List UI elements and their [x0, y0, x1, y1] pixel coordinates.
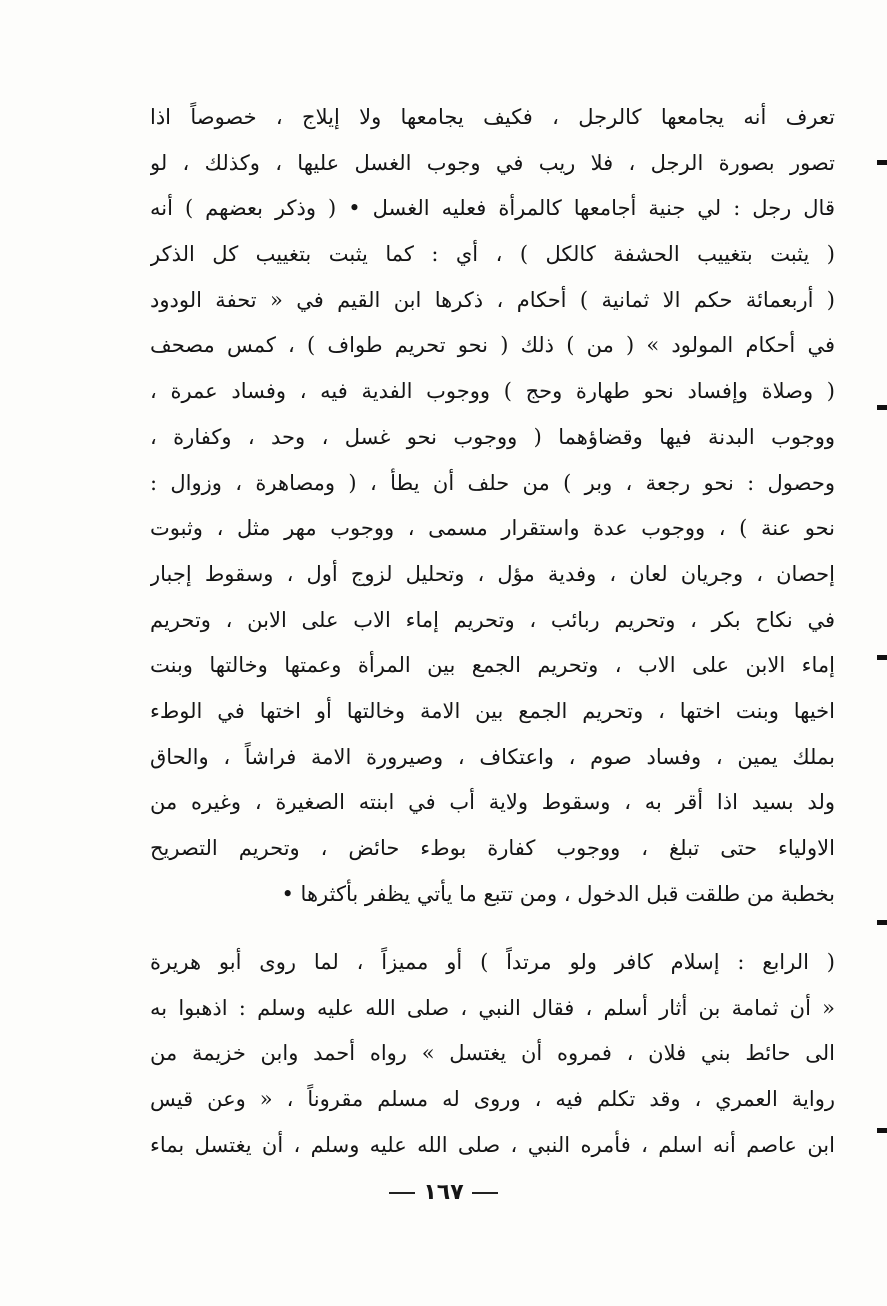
text-line: بخطبة من طلقت قبل الدخول ، ومن تتبع ما يأتي يظفر بأكثرها • [281, 881, 835, 906]
text-line: إماء الابن على الاب ، وتحريم الجمع بين المرأة وعمتها وخالتها وبنت [150, 653, 835, 678]
page-number-text: ١٦٧ [423, 1180, 464, 1205]
binding-mark [877, 1128, 887, 1133]
text-line: اخيها وبنت اختها ، وتحريم الجمع بين الامة وخالتها أو اختها في الوطء [150, 698, 835, 723]
paragraph-main [150, 95, 835, 917]
binding-mark [877, 920, 887, 925]
text-line: الى حائط بني فلان ، فمروه أن يغتسل » رواه أحمد وابن خزيمة من [150, 1041, 835, 1066]
page-number [0, 1180, 887, 1205]
text-line: « أن ثمامة بن أثار أسلم ، فقال النبي ، صلى الله عليه وسلم : اذهبوا به [150, 995, 835, 1020]
folio-dash [389, 1192, 415, 1194]
text-line: ابن عاصم أنه اسلم ، فأمره النبي ، صلى الله عليه وسلم ، أن يغتسل بماء [150, 1132, 835, 1157]
text-line: الاولياء حتى تبلغ ، ووجوب كفارة بوطء حائض ، وتحريم التصريح [150, 836, 835, 860]
text-line: ( أربعمائة حكم الا ثمانية ) أحكام ، ذكرها ابن القيم في « تحفة الودود [150, 287, 835, 312]
text-line: إحصان ، وجريان لعان ، وفدية مؤل ، وتحليل لزوج أول ، وسقوط إجبار [150, 561, 835, 586]
text-line: في أحكام المولود » ( من ) ذلك ( نحو تحريم طواف ) ، كمس مصحف [150, 333, 835, 358]
binding-mark [877, 405, 887, 410]
text-line: رواية العمري ، وقد تكلم فيه ، وروى له مسلم مقروناً ، « وعن قيس [150, 1087, 835, 1112]
folio-dash [472, 1192, 498, 1194]
text-line: ولد بسيد اذا أقر به ، وسقوط ولاية أب في ابنته الصغيرة ، وغيره من [150, 790, 835, 815]
text-line: ووجوب البدنة فيها وقضاؤهما ( ووجوب نحو غسل ، وحد ، وكفارة ، [150, 424, 835, 449]
text-line: بملك يمين ، وفساد صوم ، واعتكاف ، وصيرورة الامة فراشاً ، والحاق [150, 744, 835, 769]
paragraph-fourth [150, 940, 835, 1168]
text-line: ( وصلاة وإفساد نحو طهارة وحج ) ووجوب الفدية فيه ، وفساد عمرة ، [150, 379, 835, 404]
text-line: تصور بصورة الرجل ، فلا ريب في وجوب الغسل عليها ، وكذلك ، لو [150, 150, 835, 175]
text-line: قال رجل : لي جنية أجامعها كالمرأة فعليه الغسل • ( وذكر بعضهم ) أنه [150, 196, 835, 221]
text-line: ( يثبت بتغييب الحشفة كالكل ) ، أي : كما يثبت بتغييب كل الذكر [150, 242, 835, 267]
text-line: تعرف أنه يجامعها كالرجل ، فكيف يجامعها ولا إيلاج ، خصوصاً اذا [150, 105, 835, 129]
text-line: نحو عنة ) ، ووجوب عدة واستقرار مسمى ، ووجوب مهر مثل ، وثبوت [150, 516, 835, 541]
binding-mark [877, 160, 887, 165]
text-line: وحصول : نحو رجعة ، وبر ) من حلف أن يطأ ، ( ومصاهرة ، وزوال : [150, 470, 835, 495]
text-line: في نكاح بكر ، وتحريم ربائب ، وتحريم إماء الاب على الابن ، وتحريم [150, 607, 835, 632]
text-line: ( الرابع : إسلام كافر ولو مرتداً ) أو مميزاً ، لما روى أبو هريرة [150, 950, 835, 974]
binding-mark [877, 655, 887, 660]
